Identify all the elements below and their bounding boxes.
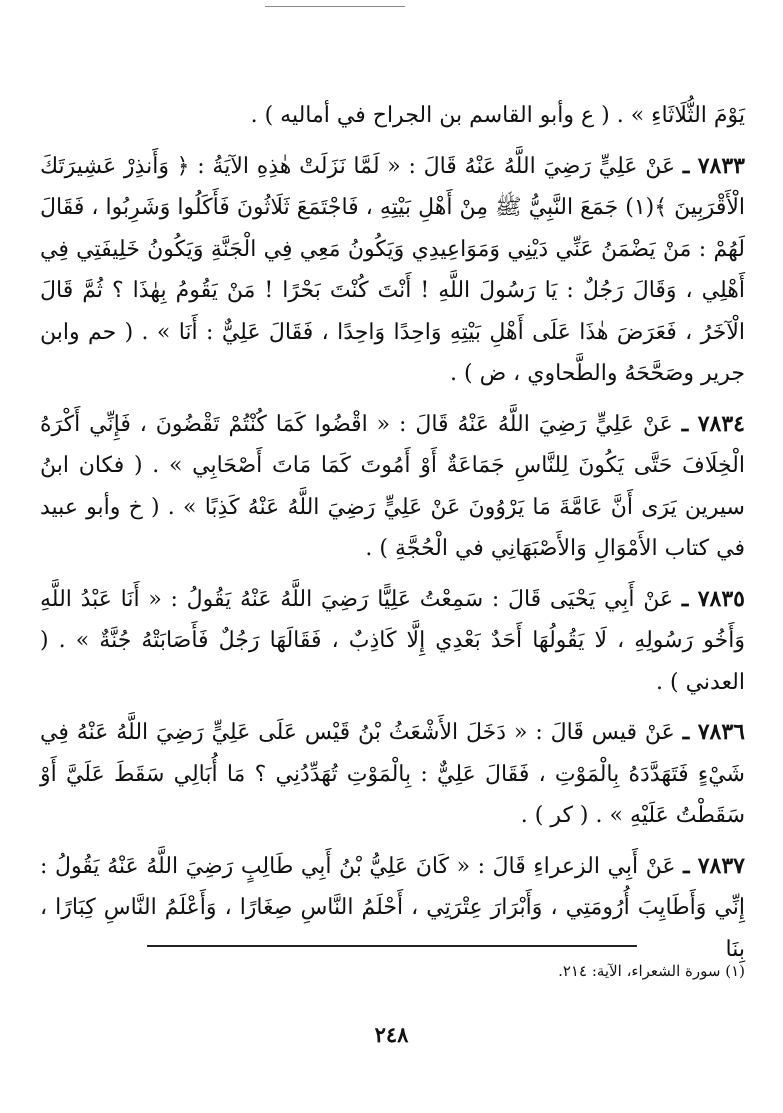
hadith-7834 [40, 404, 745, 570]
hadith-7836 [40, 712, 745, 837]
footnote: (١) سورة الشعراء، الآية: ٢١٤. [558, 962, 745, 980]
hadith-text: عَنْ عَلِيٍّ رَضِيَ اللَّهُ عَنْهُ قَالَ : « اقْضُوا كَمَا كُنْتُمْ تَقْضُونَ ، فَإِنِّي أَكْرَهُ الْخِلَافَ حَتَّى يَكُونَ لِلنَّاسِ جَمَاعَةٌ أَوْ أَمُوتَ كَمَا مَاتَ أَصْحَابِي » . ( فكان ابنُ سيرين يَرَى أَنَّ عَامَّةَ مَا يَرْوُونَ عَنْ عَلِيٍّ رَضِيَ اللَّهُ عَنْهُ كَذِبًا » . ( خ وأبو عبيد في كتاب الأَمْوَالِ وَالأَصْبَهَانِي في الْحُجَّةِ ) . [40, 411, 745, 561]
paragraph-continuation [40, 95, 745, 137]
page-body [40, 95, 745, 970]
page-number: ٢٤٨ [374, 1022, 409, 1047]
hadith-number: ٧٨٣٦ ـ [682, 719, 745, 745]
hadith-7837 [40, 846, 745, 971]
hadith-number: ٧٨٣٤ ـ [681, 410, 745, 437]
hadith-text: عَنْ أَبِي الزعراءِ قَالَ : « كَانَ عَلِيُّ بْنُ أَبِي طَالِبٍ رَضِيَ اللَّهُ عَنْهُ يَقُولُ : إِنِّي وَأَطَايِبَ أُرُومَتِي ، وَأَبْرَارَ عِتْرَتِي ، أَحْلَمُ النَّاسِ صِغَارًا ، وَأَعْلَمُ النَّاسِ كِبَارًا ، بِنَا [40, 853, 745, 962]
paragraph-text: يَوْمَ الثُّلَاثَاءِ » . ( ع وأبو القاسم بن الجراح في أماليه ) . [250, 103, 745, 128]
hadith-number: ٧٨٣٣ ـ [682, 152, 745, 179]
footnote-rule [147, 945, 637, 947]
hadith-7833 [40, 146, 745, 395]
hadith-text: عَنْ قيس قَالَ : « دَخَلَ الأَشْعَثُ بْنُ قَيْس عَلَى عَلِيٍّ رَضِيَ اللَّهُ عَنْهُ فِي شَيْءٍ فَتَهَدَّدَهُ بِالْمَوْتِ ، فَقَالَ عَلِيٌّ : بِالْمَوْتِ تُهَدِّدُنِي ؟ مَا أُبَالِي سَقَطَ عَلَيَّ أَوْ سَقَطْتُ عَلَيْهِ » . ( كر ) . [40, 720, 745, 828]
hadith-text: عَنْ أَبِي يَحْيَى قَالَ : سَمِعْتُ عَلِيًّا رَضِيَ اللَّهُ عَنْهُ يَقُولُ : « أَنَا عَبْدُ اللَّهِ وَأَخُو رَسُولِهِ ، لَا يَقُولُهَا أَحَدٌ بَعْدِي إِلَّا كَاذِبٌ ، فَقَالَهَا رَجُلٌ فَأَصَابَتْهُ جُنَّةٌ » . ( العدني ) . [40, 586, 745, 695]
hadith-number: ٧٨٣٥ ـ [681, 585, 745, 612]
hadith-text: عَنْ عَلِيٍّ رَضِيَ اللَّهُ عَنْهُ قَالَ : « لَمَّا نَزَلَتْ هٰذِهِ الآيَةُ : ﴿ وَأَنذِرْ عَشِيرَتَكَ الْأَقْرَبِينَ ﴾(١) جَمَعَ النَّبِيُّ ﷺ مِنْ أَهْلِ بَيْتِهِ ، فَاجْتَمَعَ ثَلَاثُونَ فَأَكَلُوا وَشَرِبُوا ، فَقَالَ لَهُمْ : مَنْ يَضْمَنُ عَنِّي دَيْنِي وَمَوَاعِيدِي وَيَكُونُ مَعِي فِي الْجَنَّةِ وَيَكُونُ خَلِيفَتِي فِي أَهْلِي ، وَقَالَ رَجُلٌ : يَا رَسُولَ اللَّهِ ! أَنْتَ كُنْتَ بَحْرًا ! مَنْ يَقُومُ بِهٰذَا ؟ ثُمَّ قَالَ الْآخَرُ ، فَعَرَضَ هٰذَا عَلَى أَهْلِ بَيْتِهِ وَاحِدًا وَاحِدًا ، فَقَالَ عَلِيٌّ : أَنَا » . ( حم وابن جرير وصَحَّحَهُ والطَّحاوي ، ض ) . [40, 153, 745, 386]
top-rule [265, 6, 405, 7]
hadith-number: ٧٨٣٧ ـ [683, 852, 745, 879]
hadith-7835 [40, 579, 745, 704]
